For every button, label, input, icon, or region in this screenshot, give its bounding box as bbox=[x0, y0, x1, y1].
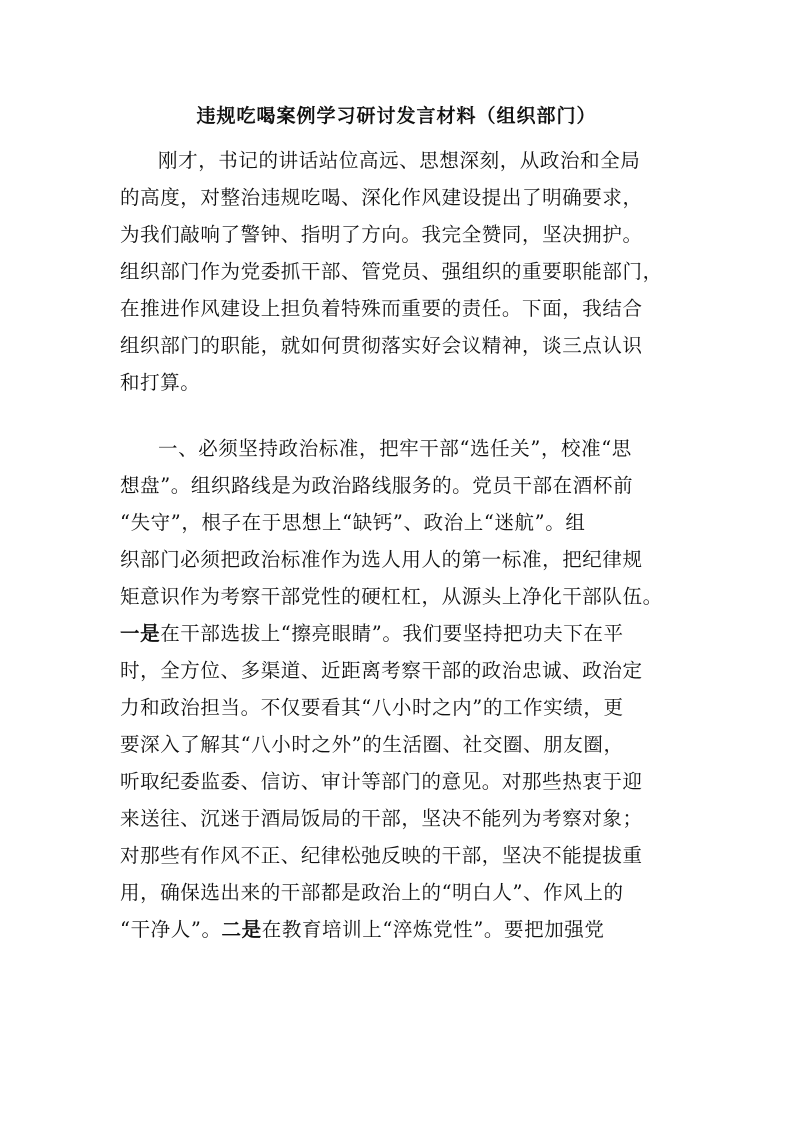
paragraph-line: 用，确保选出来的干部都是政治上的“明白人”、作风上的 bbox=[120, 881, 624, 904]
paragraph-line: 来送往、沉迷于酒局饭局的干部，坚决不能列为考察对象； bbox=[120, 807, 643, 830]
paragraph-line: 组织部门的职能，就如何贯彻落实好会议精神，谈三点认识 bbox=[120, 334, 643, 357]
paragraph-line: 一、必须坚持政治标准，把牢干部“选任关”，校准“思 bbox=[158, 437, 632, 460]
paragraph-line: 和打算。 bbox=[120, 371, 201, 394]
line-text: 在干部选拔上“擦亮眼睛”。我们要坚持把功夫下在平 bbox=[160, 622, 624, 645]
paragraph-line bbox=[120, 913, 676, 947]
paragraph-line: 组织部门作为党委抓干部、管党员、强组织的重要职能部门， bbox=[120, 260, 663, 283]
paragraph-line: 在推进作风建设上担负着特殊而重要的责任。下面，我结合 bbox=[120, 297, 643, 320]
paragraph-line: 刚才，书记的讲话站位高远、思想深刻，从政治和全局 bbox=[158, 149, 641, 172]
bold-label-second: 二是 bbox=[221, 918, 262, 941]
paragraph-line: 力和政治担当。不仅要看其“八小时之内”的工作实绩，更 bbox=[120, 696, 624, 719]
paragraph-line bbox=[120, 617, 676, 651]
paragraph-line: 为我们敲响了警钟、指明了方向。我完全赞同，坚决拥护。 bbox=[120, 223, 643, 246]
paragraph-line: 要深入了解其“八小时之外”的生活圈、社交圈、朋友圈， bbox=[120, 733, 624, 756]
paragraph-line: 矩意识作为考察干部党性的硬杠杠，从源头上净化干部队伍。 bbox=[120, 585, 663, 608]
line-text: “干净人”。 bbox=[120, 918, 222, 941]
line-text: 在教育培训上“淬炼党性”。要把加强党 bbox=[261, 918, 605, 941]
document-title: 违规吃喝案例学习研讨发言材料（组织部门） bbox=[196, 105, 597, 127]
paragraph-line: 听取纪委监委、信访、审计等部门的意见。对那些热衷于迎 bbox=[120, 770, 643, 793]
bold-label-first: 一是 bbox=[120, 622, 161, 645]
paragraph-line: 的高度，对整治违规吃喝、深化作风建设提出了明确要求， bbox=[120, 186, 643, 209]
paragraph-line: 想盘”。组织路线是为政治路线服务的。党员干部在酒杯前 bbox=[120, 474, 634, 497]
paragraph-line: 对那些有作风不正、纪律松弛反映的干部，坚决不能提拔重 bbox=[120, 844, 643, 867]
paragraph-line: “失守”，根子在于思想上“缺钙”、政治上“迷航”。组 bbox=[120, 511, 586, 534]
paragraph-line: 织部门必须把政治标准作为选人用人的第一标准，把纪律规 bbox=[120, 548, 643, 571]
paragraph-line: 时，全方位、多渠道、近距离考察干部的政治忠诚、政治定 bbox=[120, 659, 643, 682]
